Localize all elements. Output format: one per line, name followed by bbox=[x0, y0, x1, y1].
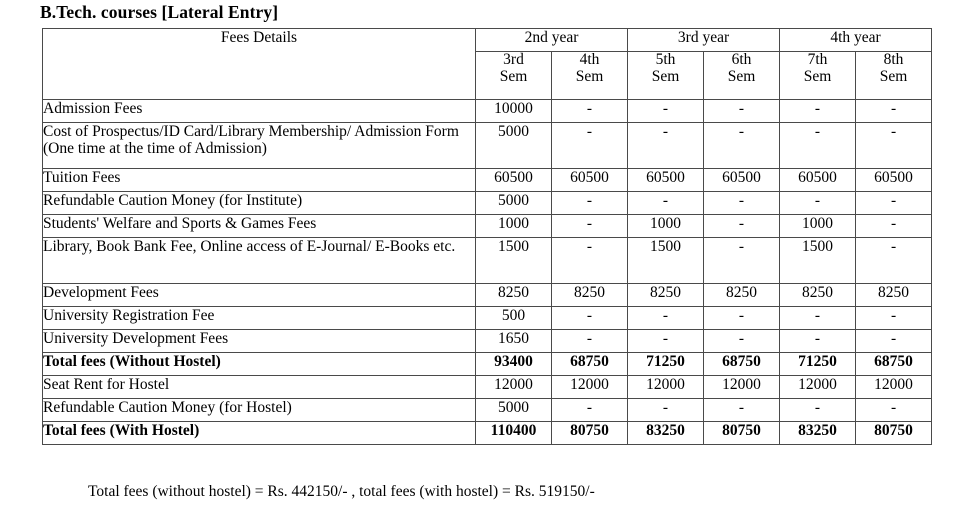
table-row bbox=[43, 330, 932, 353]
row-value: - bbox=[856, 100, 932, 123]
row-value: - bbox=[704, 100, 780, 123]
row-value: 60500 bbox=[628, 169, 704, 192]
row-value: - bbox=[856, 399, 932, 422]
sem-head-line1: 7th bbox=[807, 51, 828, 69]
row-value: - bbox=[780, 123, 856, 169]
row-value: - bbox=[628, 192, 704, 215]
row-value: 1650 bbox=[476, 330, 552, 353]
row-value: 5000 bbox=[476, 399, 552, 422]
column-header-fees-details: Fees Details bbox=[43, 29, 476, 100]
table-body bbox=[43, 100, 932, 445]
row-value: 68750 bbox=[856, 353, 932, 376]
row-value: 110400 bbox=[476, 422, 552, 445]
table-row bbox=[43, 192, 932, 215]
table-row bbox=[43, 307, 932, 330]
table-row bbox=[43, 376, 932, 399]
row-value: 1000 bbox=[780, 215, 856, 238]
row-value: 93400 bbox=[476, 353, 552, 376]
row-value: 60500 bbox=[552, 169, 628, 192]
row-value: - bbox=[856, 192, 932, 215]
sem-head-line2: Sem bbox=[727, 68, 756, 86]
totals-summary-note: Total fees (without hostel) = Rs. 442150/- , total fees (with hostel) = Rs. 519150/- bbox=[88, 483, 595, 500]
sem-head-line2: Sem bbox=[499, 68, 528, 86]
row-value: - bbox=[552, 238, 628, 284]
table-row bbox=[43, 399, 932, 422]
column-header-year-2nd: 2nd year bbox=[476, 29, 628, 52]
row-value: 8250 bbox=[856, 284, 932, 307]
row-value: - bbox=[552, 399, 628, 422]
row-value: - bbox=[628, 330, 704, 353]
row-value: - bbox=[856, 215, 932, 238]
row-value: 12000 bbox=[476, 376, 552, 399]
sem-head-line2: Sem bbox=[879, 68, 908, 86]
column-header-sem-4 bbox=[552, 52, 628, 100]
row-value: - bbox=[704, 215, 780, 238]
row-value: 500 bbox=[476, 307, 552, 330]
row-value: 68750 bbox=[704, 353, 780, 376]
table-row bbox=[43, 422, 932, 445]
row-value: 12000 bbox=[704, 376, 780, 399]
row-value: - bbox=[552, 100, 628, 123]
sem-head-line2: Sem bbox=[575, 68, 604, 86]
row-label: Total fees (Without Hostel) bbox=[43, 353, 476, 376]
sem-head-line1: 5th bbox=[655, 51, 676, 69]
row-label: Students' Welfare and Sports & Games Fees bbox=[43, 215, 476, 238]
row-label: Admission Fees bbox=[43, 100, 476, 123]
row-value: 1500 bbox=[628, 238, 704, 284]
row-value: 8250 bbox=[552, 284, 628, 307]
row-value: 12000 bbox=[628, 376, 704, 399]
row-label: Cost of Prospectus/ID Card/Library Membership/ Admission Form (One time at the time of Admission) bbox=[43, 123, 476, 169]
row-value: - bbox=[552, 192, 628, 215]
row-value: 8250 bbox=[628, 284, 704, 307]
row-label: Library, Book Bank Fee, Online access of E-Journal/ E-Books etc. bbox=[43, 238, 476, 284]
row-value: - bbox=[856, 123, 932, 169]
row-value: - bbox=[552, 123, 628, 169]
column-header-sem-8 bbox=[856, 52, 932, 100]
row-value: 83250 bbox=[780, 422, 856, 445]
row-label: Refundable Caution Money (for Hostel) bbox=[43, 399, 476, 422]
row-label: Total fees (With Hostel) bbox=[43, 422, 476, 445]
column-header-sem-6 bbox=[704, 52, 780, 100]
row-value: 8250 bbox=[780, 284, 856, 307]
page-title: B.Tech. courses [Lateral Entry] bbox=[40, 2, 279, 22]
row-value: 71250 bbox=[628, 353, 704, 376]
row-value: 80750 bbox=[552, 422, 628, 445]
row-value: 80750 bbox=[704, 422, 780, 445]
row-value: 10000 bbox=[476, 100, 552, 123]
row-value: 83250 bbox=[628, 422, 704, 445]
table-row bbox=[43, 353, 932, 376]
row-value: 12000 bbox=[856, 376, 932, 399]
table-row bbox=[43, 238, 932, 284]
row-value: - bbox=[704, 330, 780, 353]
row-value: 80750 bbox=[856, 422, 932, 445]
row-value: - bbox=[628, 307, 704, 330]
row-value: 60500 bbox=[780, 169, 856, 192]
row-value: - bbox=[780, 192, 856, 215]
table-row bbox=[43, 215, 932, 238]
row-value: 60500 bbox=[704, 169, 780, 192]
row-value: - bbox=[628, 123, 704, 169]
row-value: 71250 bbox=[780, 353, 856, 376]
row-value: - bbox=[780, 399, 856, 422]
row-value: - bbox=[552, 330, 628, 353]
table-row bbox=[43, 169, 932, 192]
row-value: - bbox=[704, 192, 780, 215]
row-value: 60500 bbox=[476, 169, 552, 192]
row-value: - bbox=[704, 307, 780, 330]
row-value: 8250 bbox=[476, 284, 552, 307]
sem-head-line1: 6th bbox=[731, 51, 752, 69]
row-value: - bbox=[704, 399, 780, 422]
row-value: - bbox=[704, 238, 780, 284]
column-header-sem-5 bbox=[628, 52, 704, 100]
row-value: - bbox=[780, 330, 856, 353]
row-label: University Development Fees bbox=[43, 330, 476, 353]
sem-head-line1: 8th bbox=[883, 51, 904, 69]
sem-head-line1: 4th bbox=[579, 51, 600, 69]
row-label: Refundable Caution Money (for Institute) bbox=[43, 192, 476, 215]
row-value: 5000 bbox=[476, 192, 552, 215]
row-value: - bbox=[780, 100, 856, 123]
row-value: 1000 bbox=[476, 215, 552, 238]
fees-table bbox=[42, 28, 932, 445]
header-row-years bbox=[43, 29, 932, 52]
row-value: - bbox=[780, 307, 856, 330]
row-value: - bbox=[628, 399, 704, 422]
row-label: University Registration Fee bbox=[43, 307, 476, 330]
row-value: - bbox=[856, 238, 932, 284]
sem-head-line1: 3rd bbox=[503, 51, 524, 69]
row-value: - bbox=[704, 123, 780, 169]
column-header-year-3rd: 3rd year bbox=[628, 29, 780, 52]
row-value: - bbox=[628, 100, 704, 123]
sem-head-line2: Sem bbox=[803, 68, 832, 86]
row-label: Tuition Fees bbox=[43, 169, 476, 192]
sem-head-line2: Sem bbox=[651, 68, 680, 86]
row-value: 12000 bbox=[552, 376, 628, 399]
column-header-year-4th: 4th year bbox=[780, 29, 932, 52]
row-value: 1000 bbox=[628, 215, 704, 238]
row-value: - bbox=[856, 307, 932, 330]
row-label: Development Fees bbox=[43, 284, 476, 307]
row-value: 8250 bbox=[704, 284, 780, 307]
table-row bbox=[43, 100, 932, 123]
row-value: 5000 bbox=[476, 123, 552, 169]
row-value: 1500 bbox=[780, 238, 856, 284]
row-value: 68750 bbox=[552, 353, 628, 376]
column-header-sem-3 bbox=[476, 52, 552, 100]
row-value: 12000 bbox=[780, 376, 856, 399]
row-value: - bbox=[552, 215, 628, 238]
row-value: - bbox=[552, 307, 628, 330]
table-row bbox=[43, 284, 932, 307]
row-value: 60500 bbox=[856, 169, 932, 192]
row-value: 1500 bbox=[476, 238, 552, 284]
row-value: - bbox=[856, 330, 932, 353]
column-header-sem-7 bbox=[780, 52, 856, 100]
table-header bbox=[43, 29, 932, 100]
row-label: Seat Rent for Hostel bbox=[43, 376, 476, 399]
table-row bbox=[43, 123, 932, 169]
